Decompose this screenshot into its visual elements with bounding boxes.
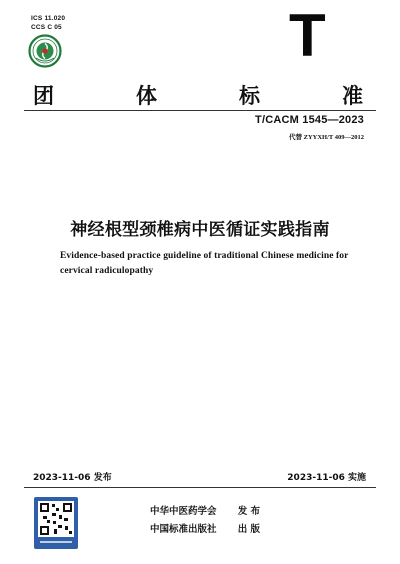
title-en-line: Evidence-based practice guideline of traditional Chinese medicine for bbox=[60, 251, 349, 261]
standard-number: T/CACM 1545—2023 bbox=[255, 114, 364, 126]
category-char: 团 bbox=[33, 84, 54, 108]
ics-code: ICS 11.020 bbox=[31, 15, 66, 22]
bottom-divider bbox=[24, 487, 376, 488]
publisher-name: 中华中医药学会 bbox=[150, 506, 217, 517]
standard-type-letter: T bbox=[289, 2, 326, 69]
ccs-code: CCS C 05 bbox=[31, 24, 62, 31]
title-en-line: cervical radiculopathy bbox=[60, 266, 154, 276]
document-title-cn: 神经根型颈椎病中医循证实践指南 bbox=[70, 220, 330, 240]
classification-codes bbox=[31, 14, 65, 32]
document-title-en bbox=[60, 249, 350, 279]
publisher-role: 出 版 bbox=[237, 524, 260, 535]
top-divider bbox=[24, 110, 376, 111]
replaces-standard: 代替 ZYYXH/T 409—2012 bbox=[289, 134, 364, 141]
publisher-row bbox=[150, 503, 260, 517]
publisher-name: 中国标准出版社 bbox=[150, 524, 217, 535]
association-logo-icon bbox=[28, 34, 62, 68]
implementation-date: 2023-11-06 实施 bbox=[287, 473, 366, 483]
category-char: 标 bbox=[239, 84, 260, 108]
publisher-row bbox=[150, 521, 260, 535]
qr-code-icon[interactable] bbox=[34, 497, 78, 549]
category-char: 准 bbox=[342, 84, 363, 108]
publisher-role: 发 布 bbox=[237, 506, 260, 517]
category-char: 体 bbox=[136, 84, 157, 108]
standard-category-title bbox=[33, 80, 363, 110]
issue-date: 2023-11-06 发布 bbox=[33, 473, 112, 483]
